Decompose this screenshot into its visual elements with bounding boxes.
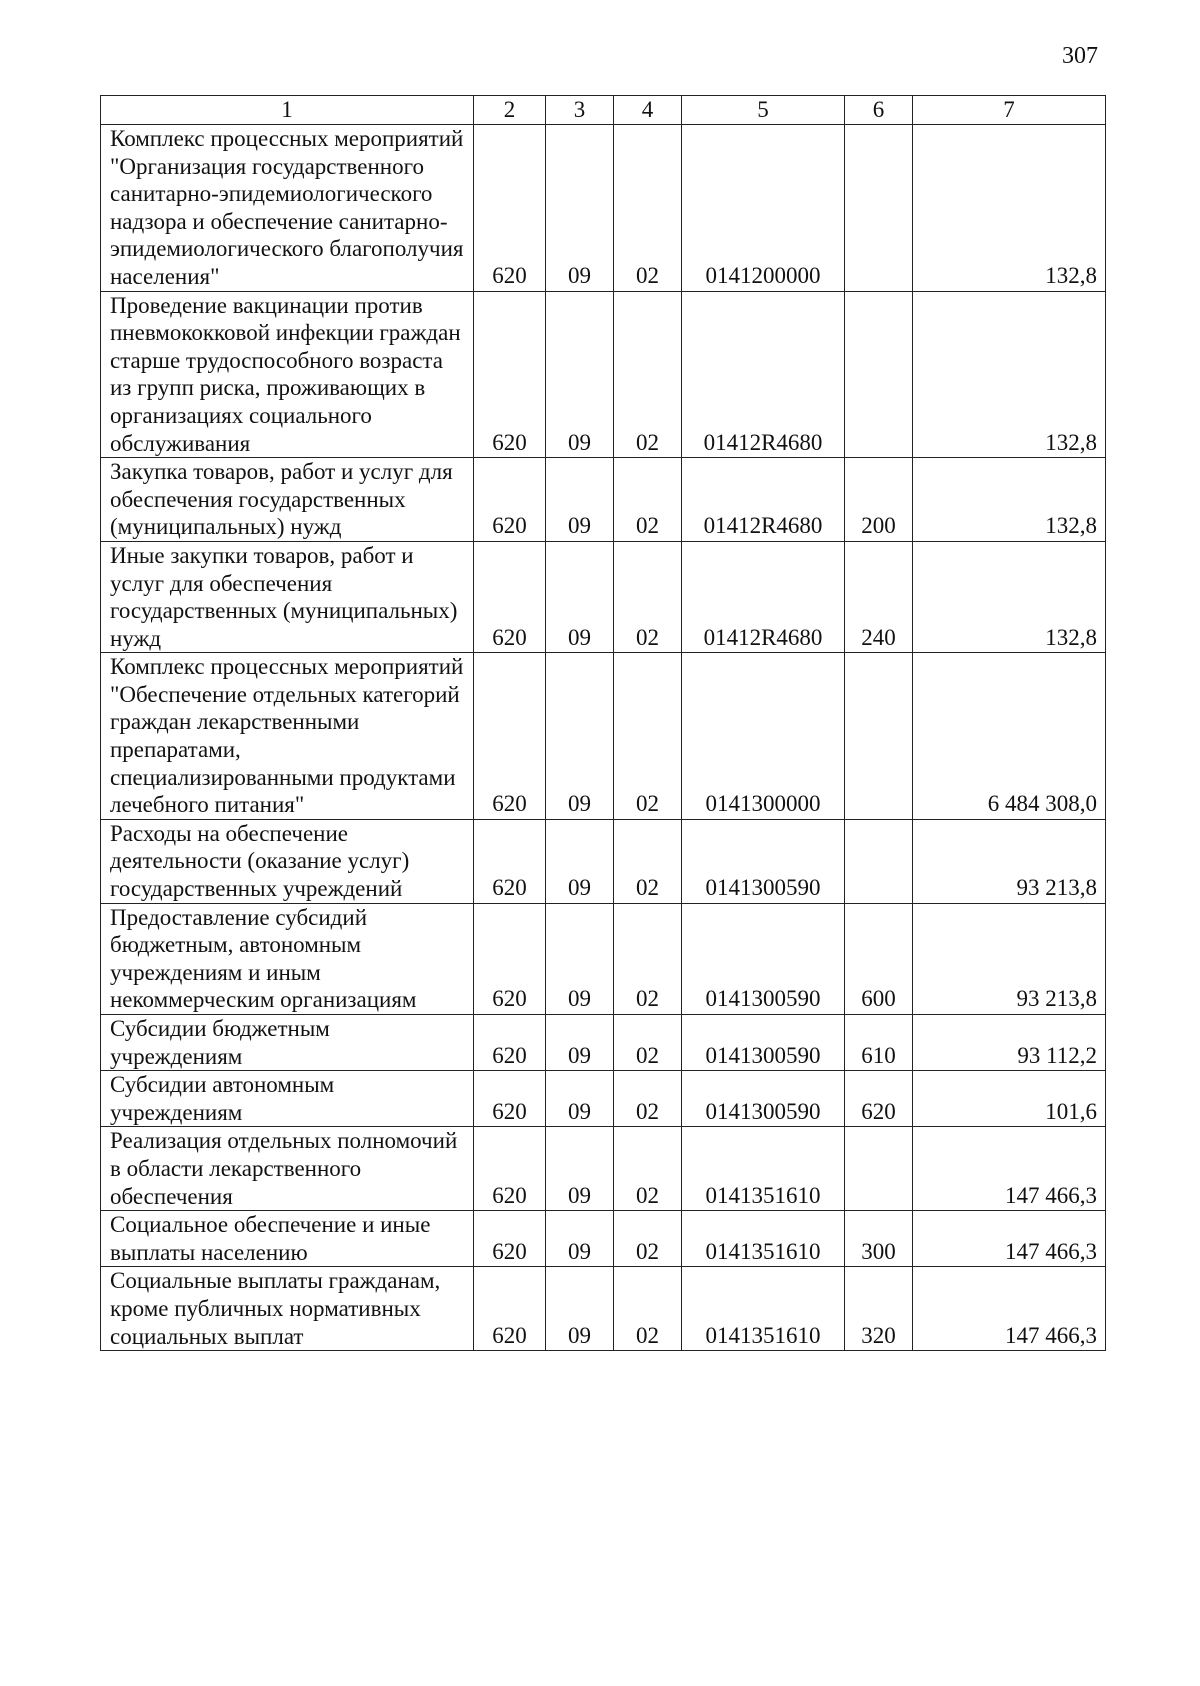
table-row xyxy=(101,1211,1106,1267)
grbs-cell: 620 xyxy=(474,1267,546,1351)
subsection-cell: 02 xyxy=(614,458,682,542)
subsection-cell: 02 xyxy=(614,125,682,292)
grbs-cell: 620 xyxy=(474,291,546,458)
amount-cell: 132,8 xyxy=(913,541,1106,652)
subsection-cell: 02 xyxy=(614,1015,682,1071)
section-cell: 09 xyxy=(546,1267,614,1351)
table-body xyxy=(101,96,1106,1351)
subsection-cell: 02 xyxy=(614,291,682,458)
amount-cell: 147 466,3 xyxy=(913,1211,1106,1267)
expense-type-cell xyxy=(845,1127,913,1211)
subsection-cell: 02 xyxy=(614,1071,682,1127)
grbs-cell: 620 xyxy=(474,541,546,652)
target-article-cell: 01412R4680 xyxy=(682,291,845,458)
expense-type-cell: 240 xyxy=(845,541,913,652)
page-number: 307 xyxy=(1062,43,1098,69)
column-header: 7 xyxy=(913,96,1106,125)
column-header: 1 xyxy=(101,96,474,125)
section-cell: 09 xyxy=(546,653,614,820)
target-article-cell: 0141200000 xyxy=(682,125,845,292)
subsection-cell: 02 xyxy=(614,653,682,820)
amount-cell: 93 213,8 xyxy=(913,903,1106,1014)
budget-table xyxy=(100,95,1106,1351)
grbs-cell: 620 xyxy=(474,458,546,542)
amount-cell: 6 484 308,0 xyxy=(913,653,1106,820)
table-header-row xyxy=(101,96,1106,125)
amount-cell: 132,8 xyxy=(913,458,1106,542)
expense-type-cell: 620 xyxy=(845,1071,913,1127)
grbs-cell: 620 xyxy=(474,819,546,903)
grbs-cell: 620 xyxy=(474,125,546,292)
section-cell: 09 xyxy=(546,541,614,652)
row-name-cell: Предоставление субсидий бюджетным, автономным учреждениям и иным некоммерческим организациям xyxy=(101,903,474,1014)
row-name-cell: Реализация отдельных полномочий в области лекарственного обеспечения xyxy=(101,1127,474,1211)
row-name-cell: Субсидии автономным учреждениям xyxy=(101,1071,474,1127)
subsection-cell: 02 xyxy=(614,541,682,652)
section-cell: 09 xyxy=(546,903,614,1014)
section-cell: 09 xyxy=(546,819,614,903)
table-row xyxy=(101,653,1106,820)
expense-type-cell xyxy=(845,819,913,903)
grbs-cell: 620 xyxy=(474,1015,546,1071)
subsection-cell: 02 xyxy=(614,1267,682,1351)
subsection-cell: 02 xyxy=(614,1211,682,1267)
target-article-cell: 0141300590 xyxy=(682,903,845,1014)
target-article-cell: 0141300590 xyxy=(682,1015,845,1071)
row-name-cell: Субсидии бюджетным учреждениям xyxy=(101,1015,474,1071)
expense-type-cell xyxy=(845,125,913,292)
section-cell: 09 xyxy=(546,125,614,292)
target-article-cell: 0141300590 xyxy=(682,1071,845,1127)
section-cell: 09 xyxy=(546,1015,614,1071)
subsection-cell: 02 xyxy=(614,819,682,903)
table-row xyxy=(101,903,1106,1014)
subsection-cell: 02 xyxy=(614,1127,682,1211)
table-row xyxy=(101,291,1106,458)
row-name-cell: Комплекс процессных мероприятий "Обеспечение отдельных категорий граждан лекарственными препаратами, специализированными продуктами лечебного питания" xyxy=(101,653,474,820)
column-header: 4 xyxy=(614,96,682,125)
subsection-cell: 02 xyxy=(614,903,682,1014)
amount-cell: 147 466,3 xyxy=(913,1267,1106,1351)
target-article-cell: 0141300590 xyxy=(682,819,845,903)
column-header: 5 xyxy=(682,96,845,125)
amount-cell: 132,8 xyxy=(913,125,1106,292)
amount-cell: 93 213,8 xyxy=(913,819,1106,903)
target-article-cell: 0141300000 xyxy=(682,653,845,820)
section-cell: 09 xyxy=(546,1071,614,1127)
row-name-cell: Социальные выплаты гражданам, кроме публичных нормативных социальных выплат xyxy=(101,1267,474,1351)
row-name-cell: Комплекс процессных мероприятий "Организация государственного санитарно-эпидемиологического надзора и обеспечение санитарно-эпидемиологического благополучия населения" xyxy=(101,125,474,292)
amount-cell: 132,8 xyxy=(913,291,1106,458)
row-name-cell: Расходы на обеспечение деятельности (оказание услуг) государственных учреждений xyxy=(101,819,474,903)
grbs-cell: 620 xyxy=(474,653,546,820)
expense-type-cell: 320 xyxy=(845,1267,913,1351)
column-header: 2 xyxy=(474,96,546,125)
section-cell: 09 xyxy=(546,291,614,458)
row-name-cell: Закупка товаров, работ и услуг для обеспечения государственных (муниципальных) нужд xyxy=(101,458,474,542)
row-name-cell: Проведение вакцинации против пневмококковой инфекции граждан старше трудоспособного возраста из групп риска, проживающих в организациях социального обслуживания xyxy=(101,291,474,458)
target-article-cell: 0141351610 xyxy=(682,1127,845,1211)
expense-type-cell: 300 xyxy=(845,1211,913,1267)
column-header: 6 xyxy=(845,96,913,125)
expense-type-cell xyxy=(845,653,913,820)
expense-type-cell: 200 xyxy=(845,458,913,542)
amount-cell: 101,6 xyxy=(913,1071,1106,1127)
table-row xyxy=(101,1015,1106,1071)
target-article-cell: 0141351610 xyxy=(682,1211,845,1267)
section-cell: 09 xyxy=(546,1127,614,1211)
table-row xyxy=(101,1267,1106,1351)
amount-cell: 93 112,2 xyxy=(913,1015,1106,1071)
expense-type-cell: 600 xyxy=(845,903,913,1014)
table-row xyxy=(101,125,1106,292)
row-name-cell: Социальное обеспечение и иные выплаты населению xyxy=(101,1211,474,1267)
table-row xyxy=(101,541,1106,652)
target-article-cell: 01412R4680 xyxy=(682,458,845,542)
table-row xyxy=(101,819,1106,903)
section-cell: 09 xyxy=(546,1211,614,1267)
table-row xyxy=(101,1071,1106,1127)
table-row xyxy=(101,1127,1106,1211)
amount-cell: 147 466,3 xyxy=(913,1127,1106,1211)
table-row xyxy=(101,458,1106,542)
grbs-cell: 620 xyxy=(474,903,546,1014)
target-article-cell: 01412R4680 xyxy=(682,541,845,652)
grbs-cell: 620 xyxy=(474,1071,546,1127)
target-article-cell: 0141351610 xyxy=(682,1267,845,1351)
grbs-cell: 620 xyxy=(474,1211,546,1267)
column-header: 3 xyxy=(546,96,614,125)
row-name-cell: Иные закупки товаров, работ и услуг для обеспечения государственных (муниципальных) нужд xyxy=(101,541,474,652)
grbs-cell: 620 xyxy=(474,1127,546,1211)
expense-type-cell xyxy=(845,291,913,458)
expense-type-cell: 610 xyxy=(845,1015,913,1071)
section-cell: 09 xyxy=(546,458,614,542)
